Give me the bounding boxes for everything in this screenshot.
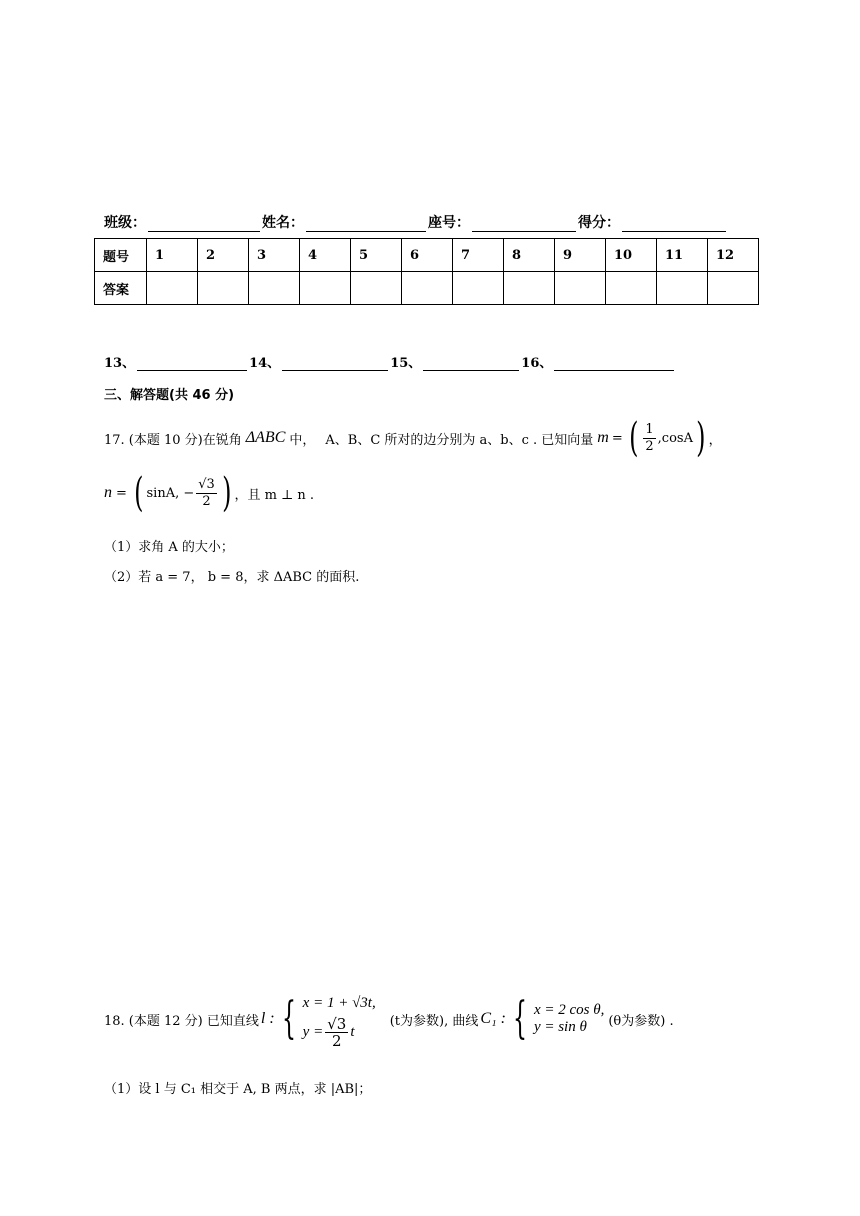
answer-cell[interactable] (657, 272, 708, 305)
cx-equation: x = 2 cos θ, (533, 1002, 605, 1018)
right-paren-icon: ) (696, 415, 706, 461)
curve-system (534, 1002, 604, 1036)
y-equation (303, 1016, 376, 1049)
q18-curve-text: , 曲线 (444, 1013, 479, 1029)
blank-label-16: 16、 (521, 356, 553, 371)
table-cell: 6 (402, 239, 453, 272)
fraction-half (643, 422, 655, 455)
blank-label-15: 15、 (390, 356, 422, 371)
question-17-line1 (104, 416, 722, 460)
seat-label: 座号： (428, 215, 470, 231)
frac-denominator: 2 (645, 438, 654, 454)
left-paren-icon: ( (628, 415, 639, 461)
answer-cell[interactable] (300, 272, 351, 305)
q17-comma: ， (708, 432, 722, 448)
frac-denominator: 2 (331, 1031, 342, 1050)
answer-cell[interactable] (606, 272, 657, 305)
answer-cell[interactable] (402, 272, 453, 305)
seat-blank[interactable] (472, 217, 576, 232)
answer-cell[interactable] (147, 272, 198, 305)
q17-equals-2: = (116, 485, 127, 501)
name-blank[interactable] (306, 217, 426, 232)
q18-part1: （1）设 l 与 C₁ 相交于 A, B 两点，求 |AB|； (104, 1082, 372, 1097)
q17-m-vector: m (597, 429, 609, 446)
left-brace-icon: { (281, 993, 296, 1044)
table-cell: 9 (555, 239, 606, 272)
cy-equation: y = sin θ (533, 1019, 587, 1035)
fraction-sqrt3-over-2 (325, 1016, 348, 1049)
q18-line-l: l : (260, 1010, 275, 1027)
q18-param-theta: (θ为参数) . (608, 1013, 674, 1029)
q17-triangle: ΔABC (245, 429, 286, 446)
q18-param-t: (t为参数) (389, 1013, 445, 1029)
q18-c1: C₁ : (480, 1010, 506, 1027)
blank-label-13: 13、 (104, 356, 136, 371)
right-paren-icon: ) (221, 470, 232, 516)
answer-table (94, 238, 759, 305)
q18-intro: 18. (本题 12 分) 已知直线 (104, 1013, 259, 1029)
answer-cell[interactable] (504, 272, 555, 305)
blank-13[interactable] (137, 356, 247, 371)
question-18-line1 (104, 974, 674, 1064)
question-17-line2 (104, 468, 314, 518)
answer-cell[interactable] (555, 272, 606, 305)
frac-numerator: 1 (645, 421, 654, 437)
table-cell: 10 (606, 239, 657, 272)
q17-intro: 17. (本题 10 分)在锐角 (104, 432, 242, 448)
row-label-answer: 答案 (95, 272, 147, 305)
section-heading: 三、解答题(共 46 分) (104, 388, 235, 403)
score-label: 得分： (578, 215, 620, 231)
row-label-number: 题号 (95, 239, 147, 272)
left-paren-icon: ( (134, 470, 144, 516)
table-row (95, 239, 759, 272)
table-cell: 2 (198, 239, 249, 272)
line-system (303, 990, 376, 1049)
score-blank[interactable] (622, 217, 726, 232)
student-info-row (104, 212, 728, 232)
table-cell: 7 (453, 239, 504, 272)
blank-16[interactable] (554, 356, 674, 371)
table-cell: 4 (300, 239, 351, 272)
q17-part2: （2）若 a = 7， b = 8，求 ΔABC 的面积. (104, 570, 360, 585)
answer-cell[interactable] (708, 272, 759, 305)
class-blank[interactable] (148, 217, 260, 232)
table-cell: 11 (657, 239, 708, 272)
class-label: 班级： (104, 215, 146, 231)
q17-sides: A、B、C 所对的边分别为 a、b、c . 已知向量 (325, 432, 594, 448)
table-row (95, 272, 759, 305)
x-equation: x = 1 + √3t, (302, 994, 376, 1011)
fill-blank-row (104, 352, 676, 371)
q17-perp: ，且 m ⊥ n . (234, 487, 315, 503)
answer-cell[interactable] (249, 272, 300, 305)
frac-denominator: 2 (202, 493, 211, 509)
q17-n-vector: n (104, 484, 112, 501)
q17-part1: （1）求角 A 的大小； (104, 540, 234, 555)
answer-cell[interactable] (198, 272, 249, 305)
frac-numerator: √3 (198, 476, 215, 492)
q17-cosA: ,cosA (657, 430, 693, 446)
q17-mid: 中， (289, 432, 316, 448)
y-lhs: y = (302, 1023, 324, 1040)
fraction-sqrt3-over-2 (196, 477, 217, 510)
q17-sinA: sinA, − (146, 485, 195, 501)
table-cell: 8 (504, 239, 555, 272)
table-cell: 3 (249, 239, 300, 272)
name-label: 姓名： (262, 215, 304, 231)
left-brace-icon: { (512, 993, 527, 1044)
table-cell: 12 (708, 239, 759, 272)
table-cell: 1 (147, 239, 198, 272)
frac-numerator: √3 (327, 1014, 347, 1033)
table-cell: 5 (351, 239, 402, 272)
blank-15[interactable] (423, 356, 519, 371)
answer-cell[interactable] (453, 272, 504, 305)
blank-14[interactable] (282, 356, 388, 371)
q17-equals: = (611, 430, 623, 446)
y-t: t (350, 1023, 355, 1040)
answer-cell[interactable] (351, 272, 402, 305)
blank-label-14: 14、 (249, 356, 281, 371)
